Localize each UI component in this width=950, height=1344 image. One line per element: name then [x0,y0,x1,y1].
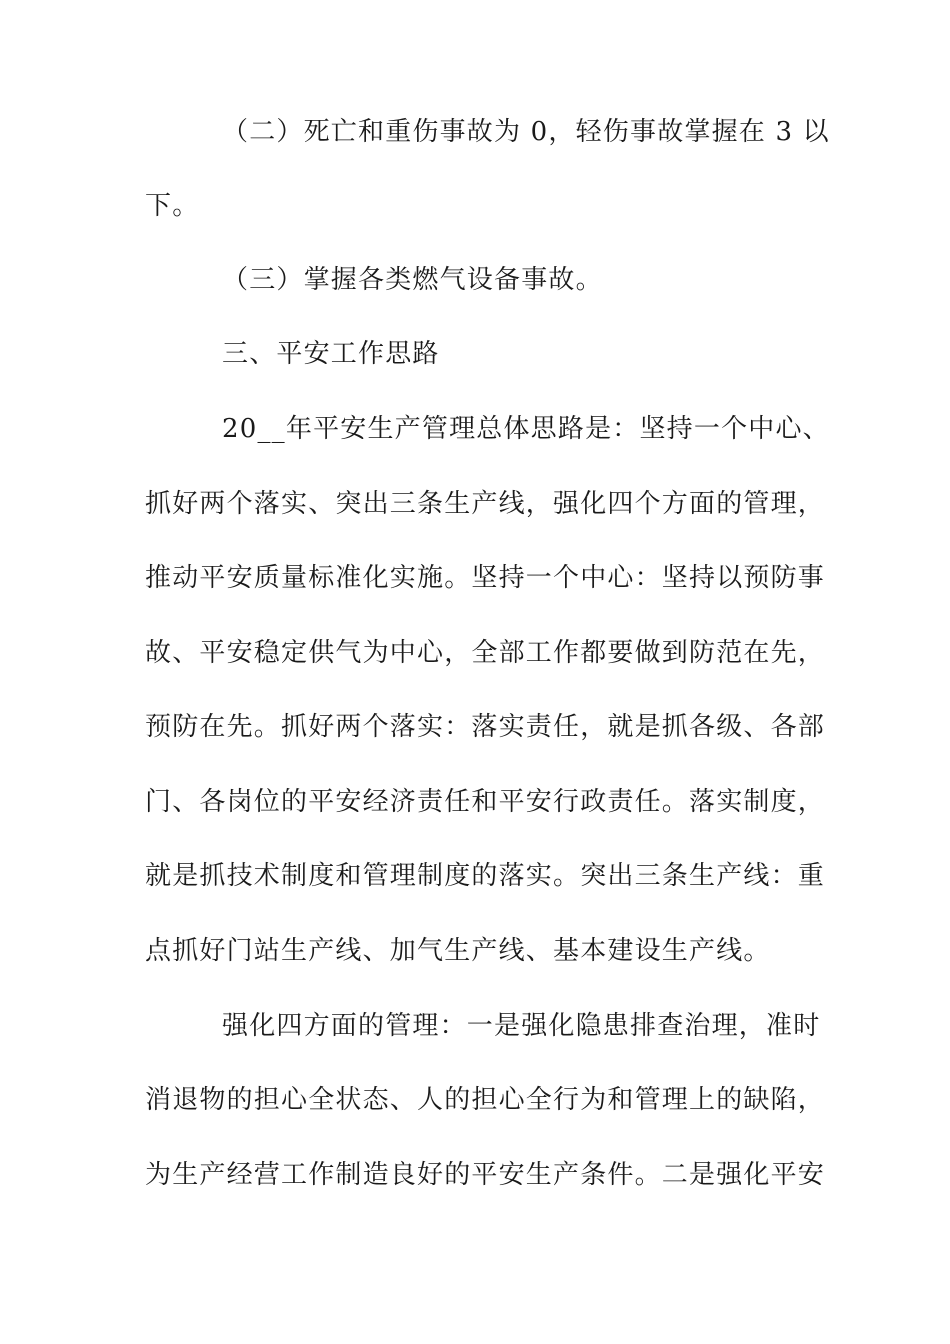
section-heading: 三、平安工作思路 [222,339,440,369]
text-line: 强化四方面的管理：一是强化隐患排查治理，准时 [222,1011,821,1041]
text-line: 故、平安稳定供气为中心，全部工作都要做到防范在先， [145,638,826,668]
text-line: 预防在先。抓好两个落实：落实责任，就是抓各级、各部 [145,712,826,742]
text-line: 就是抓技术制度和管理制度的落实。突出三条生产线：重 [145,861,826,891]
text-line: 门、各岗位的平安经济责任和平安行政责任。落实制度， [145,787,826,817]
text-line: 下。 [145,191,200,221]
text-line: 为生产经营工作制造良好的平安生产条件。二是强化平安 [145,1160,826,1190]
text-line: 推动平安质量标准化实施。坚持一个中心：坚持以预防事 [145,563,826,593]
text-line: 20__年平安生产管理总体思路是：坚持一个中心、 [222,414,830,444]
text-line: 抓好两个落实、突出三条生产线，强化四个方面的管理， [145,489,826,519]
text-line: 点抓好门站生产线、加气生产线、基本建设生产线。 [145,936,771,966]
text-line: 消退物的担心全状态、人的担心全行为和管理上的缺陷， [145,1085,826,1115]
text-line: （二）死亡和重伤事故为 0，轻伤事故掌握在 3 以 [222,117,830,147]
text-line: （三）掌握各类燃气设备事故。 [222,265,603,295]
